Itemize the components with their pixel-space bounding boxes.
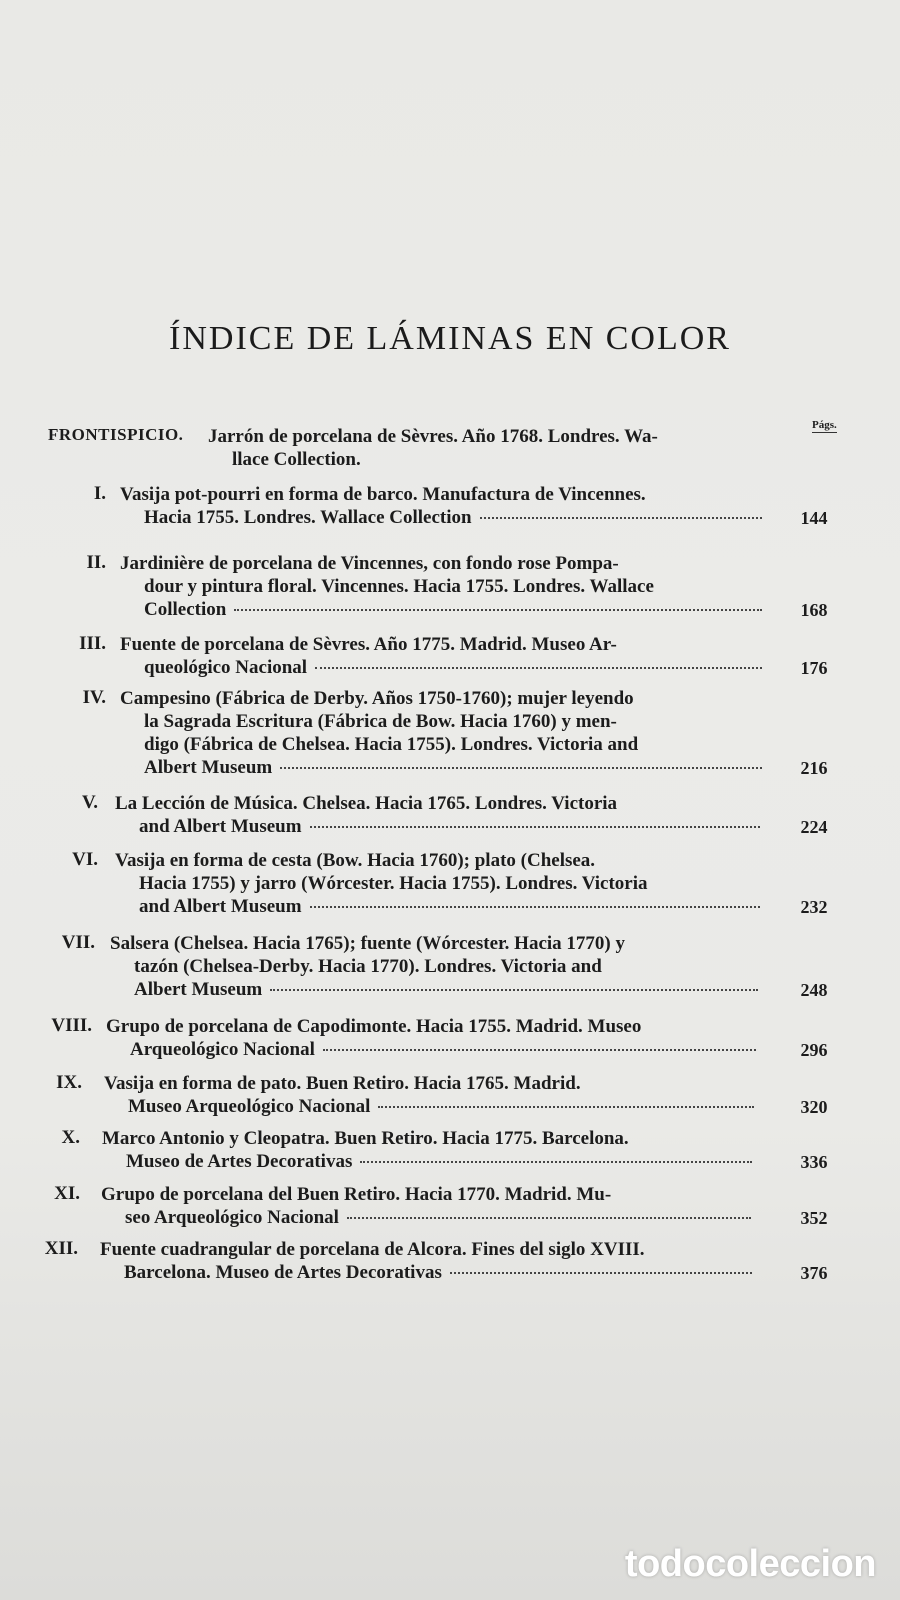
description-line <box>120 687 762 710</box>
description-line <box>208 425 764 448</box>
description-line <box>104 1095 754 1118</box>
description-text: Museo de Artes Decorativas <box>126 1151 353 1172</box>
plate-description <box>101 1183 751 1229</box>
plate-numeral: IX. <box>56 1072 82 1093</box>
description-line <box>115 849 760 872</box>
dot-leader <box>347 1213 751 1219</box>
page-title: ÍNDICE DE LÁMINAS EN COLOR <box>169 320 731 357</box>
description-text: Grupo de porcelana de Capodimonte. Hacia 1755. Madrid. Museo <box>106 1016 642 1037</box>
plate-numeral: FRONTISPICIO. <box>48 425 184 444</box>
description-line <box>110 955 758 978</box>
description-text: and Albert Museum <box>139 896 302 917</box>
plate-description <box>115 792 760 838</box>
description-text: and Albert Museum <box>139 816 302 837</box>
description-text: queológico Nacional <box>144 657 308 678</box>
page-number: 232 <box>800 897 828 917</box>
description-line <box>120 633 762 656</box>
plate-description <box>120 483 762 529</box>
page-number: 144 <box>800 508 828 528</box>
description-text: digo (Fábrica de Chelsea. Hacia 1755). Londres. Victoria and <box>144 734 639 755</box>
description-line <box>110 978 758 1001</box>
description-line <box>101 1183 751 1206</box>
description-line <box>115 872 760 895</box>
description-text: Salsera (Chelsea. Hacia 1765); fuente (Wórcester. Hacia 1770) y <box>110 933 626 954</box>
page-number: 320 <box>800 1097 828 1117</box>
plate-numeral: III. <box>79 633 106 654</box>
description-text: Vasija en forma de cesta (Bow. Hacia 1760); plato (Chelsea. <box>115 850 596 871</box>
description-text: seo Arqueológico Nacional <box>125 1207 339 1228</box>
pages-column-label: Págs. <box>812 419 837 431</box>
description-text: La Lección de Música. Chelsea. Hacia 1765. Londres. Victoria <box>115 793 618 814</box>
plate-numeral: X. <box>61 1127 80 1148</box>
description-line <box>120 733 762 756</box>
dot-leader <box>234 605 762 611</box>
description-text: tazón (Chelsea-Derby. Hacia 1770). Londres. Victoria and <box>134 956 602 977</box>
description-line <box>102 1127 752 1150</box>
description-line <box>120 656 762 679</box>
description-text: Museo Arqueológico Nacional <box>128 1096 371 1117</box>
page-number: 224 <box>800 817 828 837</box>
description-line <box>120 756 762 779</box>
plate-description <box>102 1127 752 1173</box>
description-text: Marco Antonio y Cleopatra. Buen Retiro. Hacia 1775. Barcelona. <box>102 1128 629 1149</box>
description-text: Vasija pot-pourri en forma de barco. Manufactura de Vincennes. <box>120 484 646 505</box>
plate-numeral: II. <box>86 552 106 573</box>
description-line <box>120 710 762 733</box>
description-line <box>104 1072 754 1095</box>
dot-leader <box>280 763 762 769</box>
description-line <box>115 792 760 815</box>
page-number: 216 <box>800 758 828 778</box>
page-number: 376 <box>800 1263 828 1283</box>
description-line <box>115 895 760 918</box>
plate-description <box>110 932 758 1001</box>
description-text: Albert Museum <box>134 979 263 1000</box>
description-text: Hacia 1755) y jarro (Wórcester. Hacia 1755). Londres. Victoria <box>139 873 648 894</box>
description-text: dour y pintura floral. Vincennes. Hacia 1755. Londres. Wallace <box>144 576 654 597</box>
plate-numeral: VIII. <box>51 1015 92 1036</box>
watermark-logo: todocoleccion <box>624 1543 876 1585</box>
dot-leader <box>360 1157 752 1163</box>
description-text: Hacia 1755. Londres. Wallace Collection <box>144 507 472 528</box>
description-line <box>120 506 762 529</box>
page-number: 336 <box>800 1152 828 1172</box>
plate-numeral: XII. <box>44 1238 78 1259</box>
plate-description <box>104 1072 754 1118</box>
plate-numeral: XI. <box>54 1183 80 1204</box>
description-line <box>120 598 762 621</box>
description-text: Albert Museum <box>144 757 273 778</box>
description-line <box>120 483 762 506</box>
plate-numeral: I. <box>93 483 106 504</box>
plate-numeral: V. <box>81 792 98 813</box>
description-line <box>106 1038 756 1061</box>
description-text: Collection <box>144 599 227 620</box>
description-text: la Sagrada Escritura (Fábrica de Bow. Hacia 1760) y men- <box>144 711 617 732</box>
plate-description <box>120 687 762 779</box>
plate-description <box>120 633 762 679</box>
description-text: Vasija en forma de pato. Buen Retiro. Hacia 1765. Madrid. <box>104 1073 581 1094</box>
dot-leader <box>450 1268 752 1274</box>
description-text: Grupo de porcelana del Buen Retiro. Hacia 1770. Madrid. Mu- <box>101 1184 612 1205</box>
description-line <box>115 815 760 838</box>
dot-leader <box>323 1045 756 1051</box>
description-line <box>100 1238 752 1261</box>
dot-leader <box>310 822 760 828</box>
description-text: Campesino (Fábrica de Derby. Años 1750-1760); mujer leyendo <box>120 688 634 709</box>
page-number: 296 <box>800 1040 828 1060</box>
dot-leader <box>315 663 762 669</box>
page-number: 248 <box>800 980 828 1000</box>
description-line <box>100 1261 752 1284</box>
description-line <box>120 552 762 575</box>
plate-description <box>208 425 764 471</box>
plate-description <box>106 1015 756 1061</box>
description-line <box>106 1015 756 1038</box>
description-text: Jarrón de porcelana de Sèvres. Año 1768. Londres. Wa- <box>208 426 658 447</box>
plate-numeral: IV. <box>82 687 106 708</box>
description-line <box>208 448 764 471</box>
description-line <box>120 575 762 598</box>
plate-description <box>115 849 760 918</box>
plate-description <box>100 1238 752 1284</box>
description-line <box>102 1150 752 1173</box>
page-number: 352 <box>800 1208 828 1228</box>
description-text: Fuente cuadrangular de porcelana de Alcora. Fines del siglo XVIII. <box>100 1239 645 1260</box>
description-text: Jardinière de porcelana de Vincennes, con fondo rose Pompa- <box>120 553 619 574</box>
dot-leader <box>310 902 760 908</box>
dot-leader <box>480 513 762 519</box>
page-number: 168 <box>800 600 828 620</box>
plate-numeral: VI. <box>72 849 98 870</box>
description-line <box>110 932 758 955</box>
description-text: llace Collection. <box>232 449 361 470</box>
plate-description <box>120 552 762 621</box>
dot-leader <box>270 985 758 991</box>
description-text: Barcelona. Museo de Artes Decorativas <box>124 1262 442 1283</box>
plate-numeral: VII. <box>61 932 95 953</box>
description-line <box>101 1206 751 1229</box>
description-text: Fuente de porcelana de Sèvres. Año 1775. Madrid. Museo Ar- <box>120 634 617 655</box>
dot-leader <box>378 1102 754 1108</box>
page-number: 176 <box>800 658 828 678</box>
description-text: Arqueológico Nacional <box>130 1039 315 1060</box>
